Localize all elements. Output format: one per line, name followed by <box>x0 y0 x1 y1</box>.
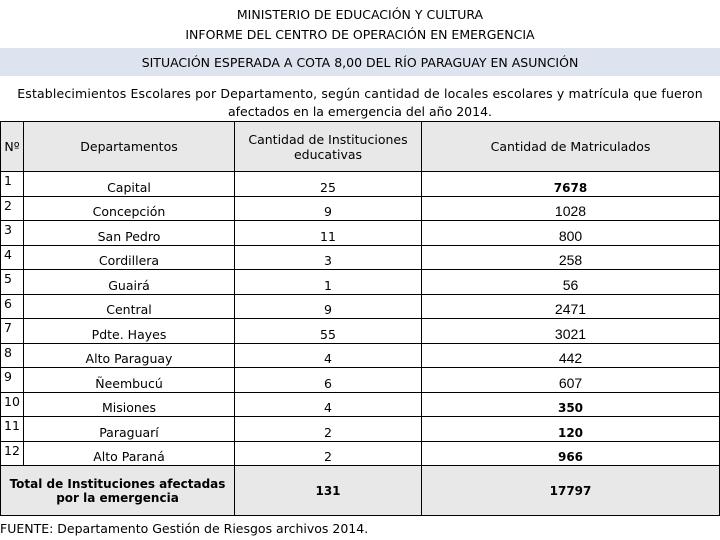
header-num: Nº <box>1 122 24 172</box>
table-row <box>1 221 720 246</box>
row-department: Capital <box>24 172 235 197</box>
row-institutions: 4 <box>235 392 422 417</box>
table-row <box>1 417 720 442</box>
row-enrolled: 56 <box>422 270 720 295</box>
row-number: 12 <box>1 441 24 466</box>
total-row <box>1 466 720 516</box>
row-department: San Pedro <box>24 221 235 246</box>
header-enrolled: Cantidad de Matriculados <box>422 122 720 172</box>
table-row <box>1 392 720 417</box>
row-institutions: 3 <box>235 245 422 270</box>
row-enrolled: 966 <box>422 441 720 466</box>
table-row <box>1 319 720 344</box>
row-enrolled: 800 <box>422 221 720 246</box>
table-row <box>1 294 720 319</box>
row-number: 11 <box>1 417 24 442</box>
row-enrolled: 120 <box>422 417 720 442</box>
row-institutions: 25 <box>235 172 422 197</box>
row-department: Alto Paraguay <box>24 343 235 368</box>
row-enrolled: 350 <box>422 392 720 417</box>
row-enrolled: 3021 <box>422 319 720 344</box>
row-department: Pdte. Hayes <box>24 319 235 344</box>
ministry-title: MINISTERIO DE EDUCACIÓN Y CULTURA <box>236 7 484 22</box>
row-enrolled: 7678 <box>422 172 720 197</box>
row-number: 6 <box>1 294 24 319</box>
row-enrolled: 2471 <box>422 294 720 319</box>
row-institutions: 6 <box>235 368 422 393</box>
row-number: 3 <box>1 221 24 246</box>
row-number: 5 <box>1 270 24 295</box>
total-institutions: 131 <box>235 466 422 516</box>
row-department: Ñeembucú <box>24 368 235 393</box>
report-title: INFORME DEL CENTRO DE OPERACIÓN EN EMERGENCIA <box>185 27 535 42</box>
row-department: Central <box>24 294 235 319</box>
row-department: Cordillera <box>24 245 235 270</box>
row-number: 8 <box>1 343 24 368</box>
table-header-row <box>1 122 720 172</box>
row-department: Guairá <box>24 270 235 295</box>
row-institutions: 4 <box>235 343 422 368</box>
row-number: 7 <box>1 319 24 344</box>
header-institutions <box>235 122 422 172</box>
row-number: 1 <box>1 172 24 197</box>
row-institutions: 2 <box>235 441 422 466</box>
row-enrolled: 442 <box>422 343 720 368</box>
row-department: Concepción <box>24 196 235 221</box>
table-row <box>1 368 720 393</box>
row-department: Paraguarí <box>24 417 235 442</box>
header-institutions-line1: Cantidad de Instituciones <box>248 131 408 147</box>
row-institutions: 9 <box>235 196 422 221</box>
row-institutions: 55 <box>235 319 422 344</box>
row-department: Alto Paraná <box>24 441 235 466</box>
table-row <box>1 245 720 270</box>
total-label-line2: por la emergencia <box>56 490 179 505</box>
situation-banner-text: SITUACIÓN ESPERADA A COTA 8,00 DEL RÍO PARAGUAY EN ASUNCIÓN <box>141 55 579 70</box>
table-caption-line1: Establecimientos Escolares por Departamento, según cantidad de locales escolares y matrícula que fueron <box>17 86 703 101</box>
total-label <box>1 466 235 516</box>
row-institutions: 9 <box>235 294 422 319</box>
table-caption-line2: afectados en la emergencia del año 2014. <box>227 104 492 119</box>
header-institutions-line2: educativas <box>293 146 363 162</box>
schools-table <box>0 121 720 516</box>
row-number: 10 <box>1 392 24 417</box>
row-enrolled: 258 <box>422 245 720 270</box>
row-number: 2 <box>1 196 24 221</box>
row-institutions: 2 <box>235 417 422 442</box>
table-row <box>1 172 720 197</box>
row-number: 4 <box>1 245 24 270</box>
row-enrolled: 607 <box>422 368 720 393</box>
row-institutions: 11 <box>235 221 422 246</box>
row-number: 9 <box>1 368 24 393</box>
row-department: Misiones <box>24 392 235 417</box>
row-institutions: 1 <box>235 270 422 295</box>
table-row <box>1 270 720 295</box>
header-departments: Departamentos <box>24 122 235 172</box>
table-row <box>1 441 720 466</box>
total-label-line1: Total de Instituciones afectadas <box>9 476 226 491</box>
table-row <box>1 196 720 221</box>
total-enrolled: 17797 <box>422 466 720 516</box>
table-row <box>1 343 720 368</box>
source-note: FUENTE: Departamento Gestión de Riesgos archivos 2014. <box>0 521 369 536</box>
row-enrolled: 1028 <box>422 196 720 221</box>
